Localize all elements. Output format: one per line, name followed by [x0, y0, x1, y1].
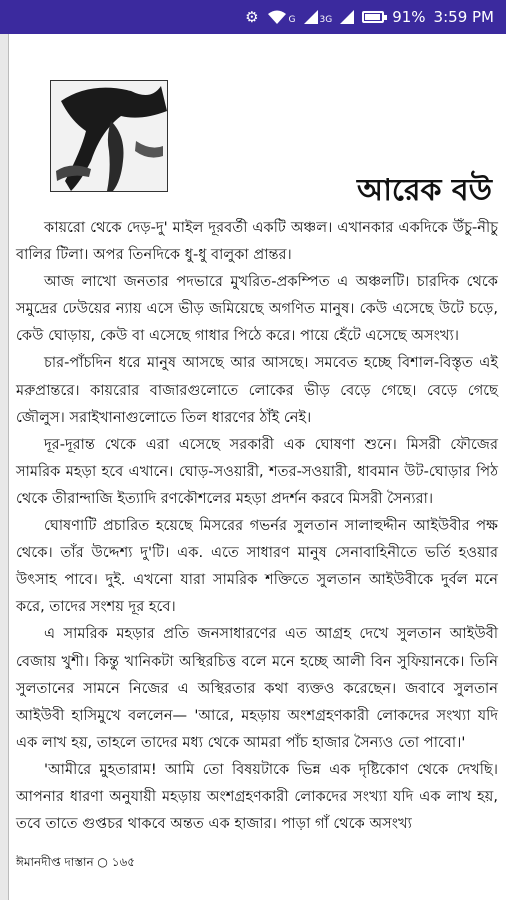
battery-percent: 91% — [392, 8, 426, 26]
paragraph: আজ লাখো জনতার পদভারে মুখরিত-প্রকম্পিত এ অঞ্চলটি। চারদিক থেকে সমুদ্রের ঢেউয়ের ন্যায় এসে ভীড় জমিয়েছে অগণিত মানুষ। কেউ এসেছে উটে চড়ে, কেউ ঘোড়ায়, কেউ বা এসেছে গাধার পিঠে করে। পায়ে হেঁটে এসেছে অসংখ্য। — [16, 273, 498, 345]
signal-icon-2 — [340, 10, 354, 24]
paragraph: ঘোষণাটি প্রচারিত হয়েছে মিসরের গভর্নর সুলতান সালাহুদ্দীন আইউবীর পক্ষ থেকে। তাঁর উদ্দেশ্য দু'টি। এক. এতে সাধারণ মানুষ সেনাবাহিনীতে ভর্তি হওয়ার উৎসাহ পাবে। দুই. এখনো যারা সামরিক শক্তিতে সুলতান আইউবীকে দুর্বল মনে করে, তাদের সংশয় দূর হবে। — [16, 517, 498, 616]
paragraph: 'আমীরে মুহতারাম! আমি তো বিষয়টাকে ভিন্ন এক দৃষ্টিকোণ থেকে দেখছি। আপনার ধারণা অনুযায়ী মহড়ায় অংশগ্রহণকারী লোকদের সংখ্যা যদি এক লাখ হয়, তবে তাতে গুপ্তচর থাকবে অন্তত এক হাজার। পাড়া গাঁ থেকে অসংখ্য — [16, 760, 498, 833]
book-page[interactable] — [0, 34, 506, 900]
battery-icon — [362, 11, 384, 23]
paragraph: কায়রো থেকে দেড়-দু' মাইল দূরবর্তী একটি অঞ্চল। এখানকার একদিকে উঁচু-নীচু বালির টিলা। অপর তিনদিকে ধু-ধু বালুকা প্রান্তর। — [16, 219, 498, 264]
page-edge — [0, 34, 9, 900]
wifi-icon — [267, 9, 287, 25]
network-type-label-2: 3G — [319, 15, 333, 25]
signal-icon — [304, 10, 318, 24]
status-bar — [0, 0, 506, 34]
clock: 3:59 PM — [433, 8, 494, 26]
paragraph: এ সামরিক মহড়ার প্রতি জনসাধারণের এত আগ্রহ দেখে সুলতান আইউবী বেজায় খুশী। কিন্তু খানিকটা অস্থিরচিত্ত বলে মনে হচ্ছে আলী বিন সুফিয়ানকে। তিনি সুলতানের সামনে নিজের এ অস্থিরতার কথা ব্যক্তও করেছেন। জবাবে সুলতান আইউবী হাসিমুখে বললেন— 'আরে, মহড়ায় অংশগ্রহণকারী লোকদের সংখ্যা যদি এক লাখ হয়, তাহলে তাদের মধ্য থেকে আমরা পাঁচ হাজার সৈন্যও তো পাবো।' — [16, 625, 498, 751]
chapter-illustration — [50, 80, 168, 192]
chapter-title: আরেক বউ — [356, 173, 492, 208]
chapter-body — [16, 214, 498, 837]
paragraph: চার-পাঁচদিন ধরে মানুষ আসছে আর আসছে। সমবেত হচ্ছে বিশাল-বিস্তৃত এই মরুপ্রান্তরে। কায়রোর বাজারগুলোতে লোকের ভীড় বেড়ে গেছে। বেড়ে গেছে জৌলুস। সরাইখানাগুলোতে তিল ধারণের ঠাঁই নেই। — [16, 354, 498, 426]
page-footer: ঈমানদীপ্ত দাস্তান ○ ১৬৫ — [16, 855, 136, 869]
network-type-label: G — [288, 15, 296, 25]
paragraph: দূর-দূরান্ত থেকে এরা এসেছে সরকারী এক ঘোষণা শুনে। মিসরী ফৌজের সামরিক মহড়া হবে এখানে। ঘোড়-সওয়ারী, শতর-সওয়ারী, ধাবমান উট-ঘোড়ার পিঠ থেকে তীরান্দাজি ইত্যাদি রণকৌশলের মহড়া প্রদর্শন করবে মিসরী সৈন্যরা। — [16, 435, 498, 507]
settings-gear-icon: ⚙ — [245, 8, 259, 26]
